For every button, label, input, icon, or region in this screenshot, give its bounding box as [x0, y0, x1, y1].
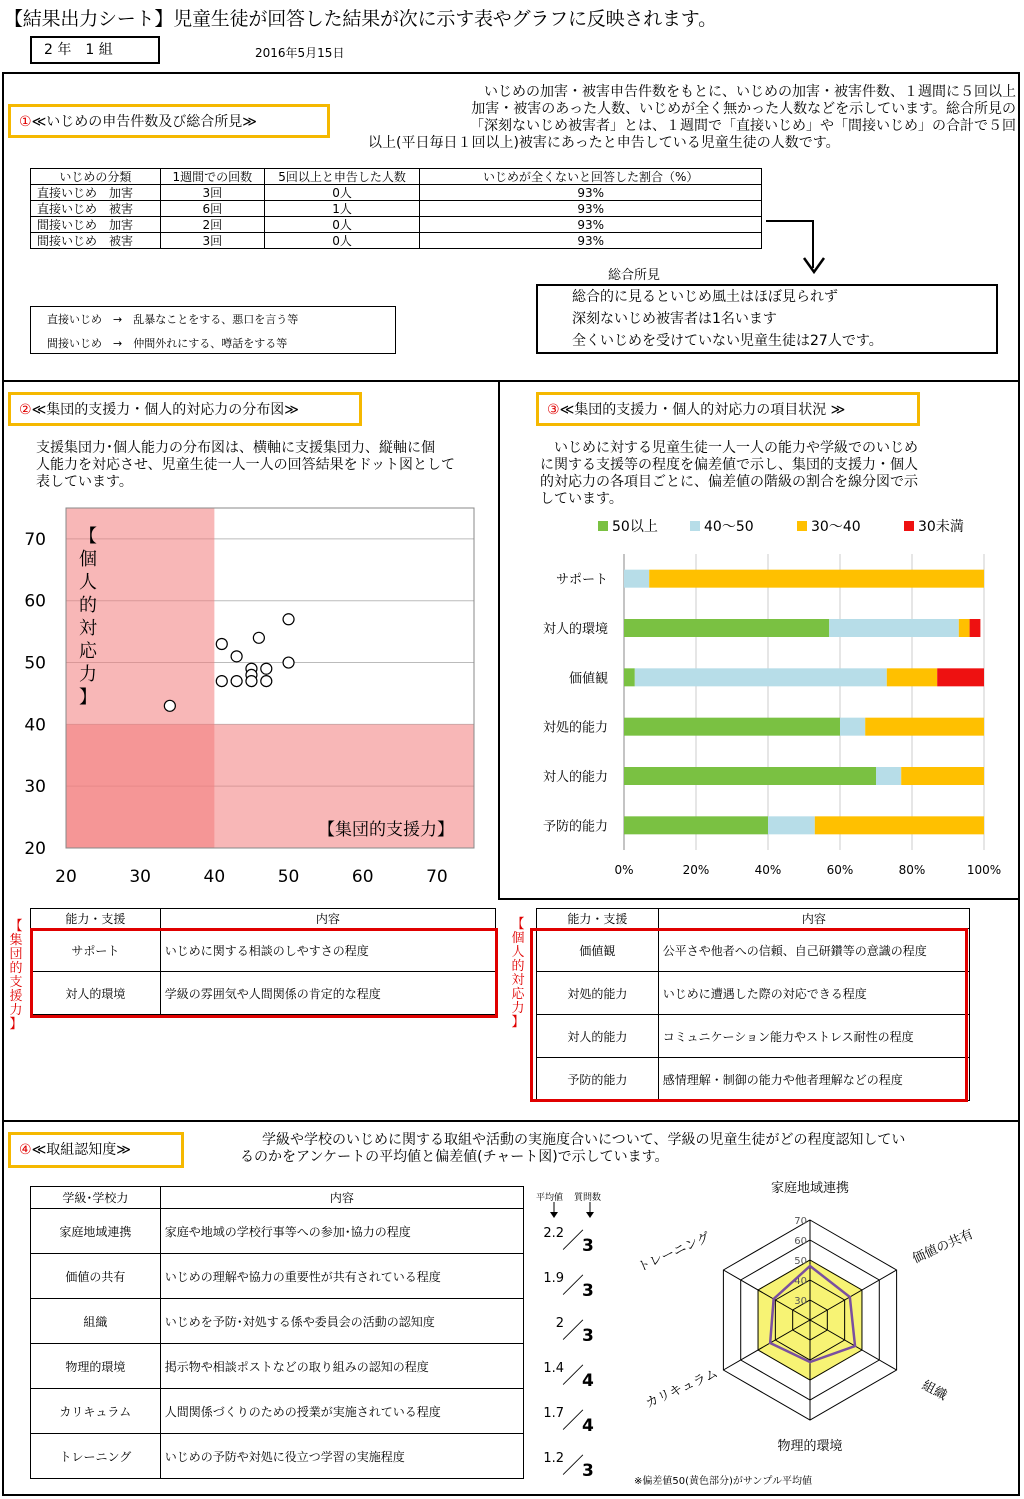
q-value: 3 [582, 1326, 594, 1346]
side-char: 的 [9, 961, 23, 976]
q-value: 3 [582, 1236, 594, 1256]
avg-value: 2.2 [543, 1226, 564, 1241]
radar-axis-label: トレーニング [635, 1230, 713, 1276]
bar-segment [649, 570, 984, 588]
data-point [283, 614, 294, 625]
divider-1 [2, 380, 1020, 382]
table-row [31, 201, 762, 217]
table-cell: 物理的環境 [31, 1344, 161, 1389]
side-char: 】 [511, 1015, 525, 1030]
table-cell: 感情理解・制御の能力や他者理解などの程度 [658, 1058, 969, 1101]
section2-heading [8, 392, 362, 426]
section3-desc-line: いじめに対する児童生徒一人一人の能力や学級でのいじめ [540, 440, 918, 456]
section2-highlight [30, 928, 498, 1018]
bar-segment [829, 619, 959, 637]
col-header: 1週間での回数 [160, 169, 264, 185]
date-label: 2016年5月15日 [255, 46, 345, 60]
category-label: 価値観 [568, 671, 608, 687]
bar-segment [937, 668, 984, 686]
table-cell: 3回 [160, 233, 264, 249]
table-cell: 掲示物や相談ポストなどの取り組みの認知の程度 [160, 1344, 523, 1389]
avg-q-column [532, 1210, 612, 1490]
slash-icon: ／ [562, 1454, 585, 1479]
category-label: サポート [555, 572, 608, 588]
bar-segment [815, 816, 984, 834]
table-cell: 0人 [264, 217, 420, 233]
section4-title: ≪取組認知度≫ [31, 1142, 131, 1158]
avg-q-pair [532, 1304, 612, 1348]
side-char: 援 [9, 989, 23, 1004]
side-char: 対 [511, 973, 525, 988]
avg-value: 1.2 [543, 1451, 564, 1466]
table-row [31, 217, 762, 233]
table-cell: 直接いじめ 加害 [31, 185, 161, 201]
legend-swatch [690, 521, 700, 531]
ring-label: 40 [794, 1276, 807, 1287]
arrow-down-icon [802, 252, 826, 276]
table-header-row [537, 909, 970, 929]
x-tick-label: 50 [277, 867, 300, 887]
x-tick-label: 70 [426, 867, 448, 887]
x-tick-label: 20 [55, 867, 77, 887]
x-axis-label: 【集団的支援力】 [318, 820, 454, 840]
legend-swatch [904, 521, 914, 531]
y-tick-label: 40 [24, 715, 46, 736]
data-point [216, 676, 227, 687]
y-tick-label: 20 [24, 839, 46, 859]
table-cell: コミュニケーション能力やストレス耐性の程度 [658, 1015, 969, 1058]
legend-label: 30未満 [918, 519, 964, 535]
table-cell: 対処的能力 [537, 972, 659, 1015]
avg-header: 平均値 [536, 1193, 564, 1203]
table-row [31, 1389, 524, 1434]
radar-note: ※偏差値50(黄色部分)がサンプル平均値 [634, 1476, 813, 1487]
bar-segment [876, 767, 901, 785]
table-cell: 人間関係づくりのための授業が実施されている程度 [160, 1389, 523, 1434]
y-tick-label: 50 [24, 653, 46, 674]
section3-side-label [510, 918, 526, 1030]
side-char: 】 [9, 1017, 23, 1032]
legend-box [30, 306, 396, 354]
avg-value: 2 [555, 1316, 564, 1331]
section1-heading [8, 104, 330, 138]
table-cell: 間接いじめ 被害 [31, 233, 161, 249]
x-tick-label: 0% [614, 863, 634, 877]
avg-value: 1.7 [543, 1406, 564, 1421]
divider-v [498, 380, 500, 900]
divider-3 [2, 1120, 1020, 1122]
y-axis-label-char: 人 [79, 572, 97, 593]
ring-label: 60 [794, 1236, 807, 1247]
y-tick-label: 30 [24, 777, 46, 798]
table-cell: 価値の共有 [31, 1254, 161, 1299]
category-label: 予防的能力 [542, 819, 608, 835]
section3-desc-line: 的対応力の各項目ごとに、偏差値の階級の割合を線分図で示 [540, 474, 918, 490]
side-char: 支 [9, 975, 23, 990]
legend-swatch [797, 521, 807, 531]
radar-axis-label: カリキュラム [643, 1366, 721, 1412]
table-cell: トレーニング [31, 1434, 161, 1479]
table-cell: 学級の雰囲気や人間関係の肯定的な程度 [160, 972, 495, 1015]
section4-num: ④ [19, 1142, 32, 1158]
avg-q-pair [532, 1349, 612, 1393]
y-axis-label-char: 対 [79, 618, 97, 639]
section1-desc [368, 84, 1020, 152]
col-header: 学級･学校力 [31, 1187, 161, 1209]
bar-segment [887, 668, 937, 686]
class-label: 2 年 1 組 [30, 36, 160, 64]
summary-title: 総合所見 [608, 268, 661, 283]
legend-swatch [598, 521, 608, 531]
radar-axis-label: 家庭地域連携 [770, 1181, 850, 1196]
table-cell: 家庭や地域の学校行事等への参加･協力の程度 [160, 1209, 523, 1254]
y-axis-label-char: 力 [79, 664, 97, 685]
section1-num: ① [19, 114, 32, 130]
radar-axis-label: 価値の共有 [910, 1226, 976, 1267]
table-cell: 93% [420, 217, 762, 233]
table-cell: 予防的能力 [537, 1058, 659, 1101]
x-tick-label: 20% [682, 863, 710, 877]
data-point [231, 651, 242, 662]
section2-side-label [8, 920, 24, 1032]
table-cell: 6回 [160, 201, 264, 217]
legend-label: 30〜40 [811, 519, 861, 535]
bar-segment [624, 668, 635, 686]
x-tick-label: 100% [966, 863, 1002, 877]
summary-line: 深刻ないじめ被害者は1名います [572, 311, 777, 327]
bar-segment [624, 767, 876, 785]
table-cell: 公平さや他者への信頼、自己研鑽等の意識の程度 [658, 929, 969, 972]
page-title: 【結果出力シート】児童生徒が回答した結果が次に示す表やグラフに反映されます。 [4, 8, 717, 30]
slash-icon: ／ [562, 1229, 585, 1254]
x-tick-label: 60 [351, 867, 374, 887]
data-point [283, 657, 294, 668]
bar-segment [635, 668, 887, 686]
section4-desc [240, 1132, 1020, 1166]
legend-label: 50以上 [612, 519, 658, 535]
section2-desc-line: 人能力を対応させ、児童生徒一人一人の回答結果をドット図として [36, 457, 456, 473]
radar-axis-label: 組織 [919, 1378, 950, 1404]
summary-box [536, 284, 998, 354]
avg-q-pair [532, 1439, 612, 1483]
category-label: 対処的能力 [542, 720, 608, 736]
data-point [164, 700, 175, 711]
avg-q-pair [532, 1214, 612, 1258]
slash-icon: ／ [562, 1319, 585, 1344]
col-header: 能力・支援 [31, 909, 161, 929]
side-char: 力 [511, 1001, 525, 1016]
side-char: 力 [9, 1003, 23, 1018]
x-tick-label: 60% [826, 863, 854, 877]
side-char: 的 [511, 959, 525, 974]
table-row [31, 1254, 524, 1299]
section3-desc-line: しています。 [540, 491, 623, 507]
data-point [246, 676, 257, 687]
table-cell: 直接いじめ 被害 [31, 201, 161, 217]
side-char: 【 [9, 919, 23, 934]
y-tick-label: 60 [24, 591, 46, 612]
bar-segment [970, 619, 981, 637]
col-header: 内容 [160, 909, 495, 929]
col-header: いじめが全くないと回答した割合（%） [420, 169, 762, 185]
bar-segment [624, 570, 649, 588]
arrow-line-h [766, 220, 814, 222]
section2-desc-line: 支援集団力･個人能力の分布図は、横軸に支援集団力、縦軸に個 [36, 440, 435, 456]
table-row [31, 1299, 524, 1344]
bar-segment [624, 718, 840, 736]
table-row [31, 185, 762, 201]
section3-heading [536, 392, 920, 426]
side-char: 応 [511, 987, 525, 1002]
section1-table [30, 168, 762, 249]
stacked-bar-chart [502, 510, 1016, 894]
q-value: 3 [582, 1281, 594, 1301]
table-cell: 対人的環境 [31, 972, 161, 1015]
table-cell: 組織 [31, 1299, 161, 1344]
q-value: 3 [582, 1461, 594, 1481]
section1-desc-line: 「深刻ないじめ被害者」とは、１週間で「直接いじめ」や「間接いじめ」の合計で５回 [470, 118, 1016, 134]
col-header: 内容 [658, 909, 969, 929]
x-tick-label: 40 [203, 867, 226, 887]
table-cell: 間接いじめ 加害 [31, 217, 161, 233]
col-header: 能力・支援 [537, 909, 659, 929]
section4-desc-line: るのかをアンケートの平均値と偏差値(チャート図)で示しています。 [240, 1149, 669, 1165]
category-label: 対人的能力 [542, 770, 608, 785]
section3-num: ③ [547, 402, 560, 418]
section1-desc-line: 以上(平日毎日１回以上)被害にあったと申告している児童生徒の人数です。 [368, 135, 840, 151]
avg-q-pair [532, 1259, 612, 1303]
col-header: 5回以上と申告した人数 [264, 169, 420, 185]
section3-desc [540, 440, 1000, 508]
y-axis-label-char: 【 [79, 526, 97, 547]
section1-desc-line: いじめの加害・被害申告件数をもとに、いじめの加害・被害件数、１週間に５回以上 [484, 84, 1016, 100]
side-char: 【 [511, 917, 525, 932]
table-header-row [31, 909, 496, 929]
section4-table [30, 1186, 524, 1479]
data-point [231, 676, 242, 687]
table-cell: いじめに遭遇した際の対応できる程度 [658, 972, 969, 1015]
table-row [31, 1434, 524, 1479]
table-header-row [31, 169, 762, 185]
legend-line-direct: 直接いじめ → 乱暴なことをする、悪口を言う等 [47, 313, 299, 326]
table-cell: いじめの理解や協力の重要性が共有されている程度 [160, 1254, 523, 1299]
y-tick-label: 70 [24, 529, 46, 550]
category-label: 対人的環境 [542, 622, 608, 637]
table-cell: 2回 [160, 217, 264, 233]
col-header: いじめの分類 [31, 169, 161, 185]
data-point [261, 676, 272, 687]
table-row [31, 233, 762, 249]
section1-desc-line: 加害・被害のあった人数、いじめが全く無かった人数などを示しています。総合所見の [471, 101, 1016, 117]
summary-line: 全くいじめを受けていない児童生徒は27人です。 [572, 333, 883, 349]
q-header: 質問数 [574, 1193, 602, 1203]
x-tick-label: 30 [129, 867, 152, 887]
bar-segment [840, 718, 865, 736]
section3-desc-line: に関する支援等の程度を偏差値で示し、集団的支援力・個人 [540, 457, 918, 473]
section2-title: ≪集団的支援力・個人的対応力の分布図≫ [31, 402, 299, 418]
section2-desc-line: 表しています。 [36, 474, 133, 490]
data-point [261, 663, 272, 674]
side-char: 個 [511, 931, 525, 946]
bar-segment [959, 619, 970, 637]
section4-heading [8, 1132, 184, 1168]
section3-highlight [530, 928, 968, 1102]
table-cell: 価値観 [537, 929, 659, 972]
table-cell: 3回 [160, 185, 264, 201]
table-cell: サポート [31, 929, 161, 972]
divider-2r [498, 898, 1020, 900]
table-cell: 93% [420, 233, 762, 249]
table-cell: 1人 [264, 201, 420, 217]
table-cell: 0人 [264, 185, 420, 201]
table-cell: 対人的能力 [537, 1015, 659, 1058]
q-value: 4 [582, 1416, 594, 1436]
data-point [253, 632, 264, 643]
y-axis-label-char: 】 [79, 687, 97, 708]
x-tick-label: 40% [754, 863, 782, 877]
bar-segment [768, 816, 815, 834]
section4-desc-line: 学級や学校のいじめに関する取組や活動の実施度合いについて、学級の児童生徒がどの程度認知してい [262, 1132, 906, 1148]
legend-line-indirect: 間接いじめ → 仲間外れにする、噂話をする等 [47, 337, 288, 350]
q-value: 4 [582, 1371, 594, 1391]
data-point [216, 639, 227, 650]
y-axis-label-char: 応 [79, 641, 97, 662]
section3-title: ≪集団的支援力・個人的対応力の項目状況 ≫ [559, 402, 846, 418]
scatter-chart [10, 500, 490, 896]
side-char: 集 [9, 933, 23, 948]
table-row [31, 1344, 524, 1389]
summary-line: 総合的に見るといじめ風土はほぼ見られず [572, 289, 838, 305]
bar-segment [624, 816, 768, 834]
section1-title: ≪いじめの申告件数及び総合所見≫ [31, 114, 257, 130]
slash-icon: ／ [562, 1409, 585, 1434]
section2-desc [36, 440, 496, 491]
col-header: 内容 [160, 1187, 523, 1209]
bar-segment [865, 718, 984, 736]
slash-icon: ／ [562, 1364, 585, 1389]
table-cell: カリキュラム [31, 1389, 161, 1434]
bar-segment [624, 619, 829, 637]
section2-num: ② [19, 402, 32, 418]
legend-label: 40〜50 [704, 519, 754, 535]
table-cell: 0人 [264, 233, 420, 249]
table-cell: いじめの予防や対処に役立つ学習の実施程度 [160, 1434, 523, 1479]
ring-label: 50 [794, 1256, 807, 1267]
radar-axis-label: 物理的環境 [777, 1439, 843, 1454]
table-row [31, 1209, 524, 1254]
avg-q-pair [532, 1394, 612, 1438]
side-char: 団 [9, 947, 23, 962]
table-cell: 家庭地域連携 [31, 1209, 161, 1254]
ring-label: 70 [794, 1216, 807, 1227]
bar-segment [901, 767, 984, 785]
radar-chart [610, 1180, 1010, 1476]
table-cell: 93% [420, 185, 762, 201]
avg-value: 1.9 [543, 1271, 564, 1286]
x-tick-label: 80% [898, 863, 926, 877]
table-cell: 93% [420, 201, 762, 217]
table-cell: いじめを予防･対処する係や委員会の活動の認知度 [160, 1299, 523, 1344]
y-axis-label-char: 個 [79, 549, 97, 570]
avg-value: 1.4 [543, 1361, 564, 1376]
y-axis-label-char: 的 [79, 595, 97, 616]
ring-label: 30 [794, 1296, 807, 1307]
slash-icon: ／ [562, 1274, 585, 1299]
table-cell: いじめに関する相談のしやすさの程度 [160, 929, 495, 972]
table-header-row [31, 1187, 524, 1209]
side-char: 人 [511, 945, 525, 960]
